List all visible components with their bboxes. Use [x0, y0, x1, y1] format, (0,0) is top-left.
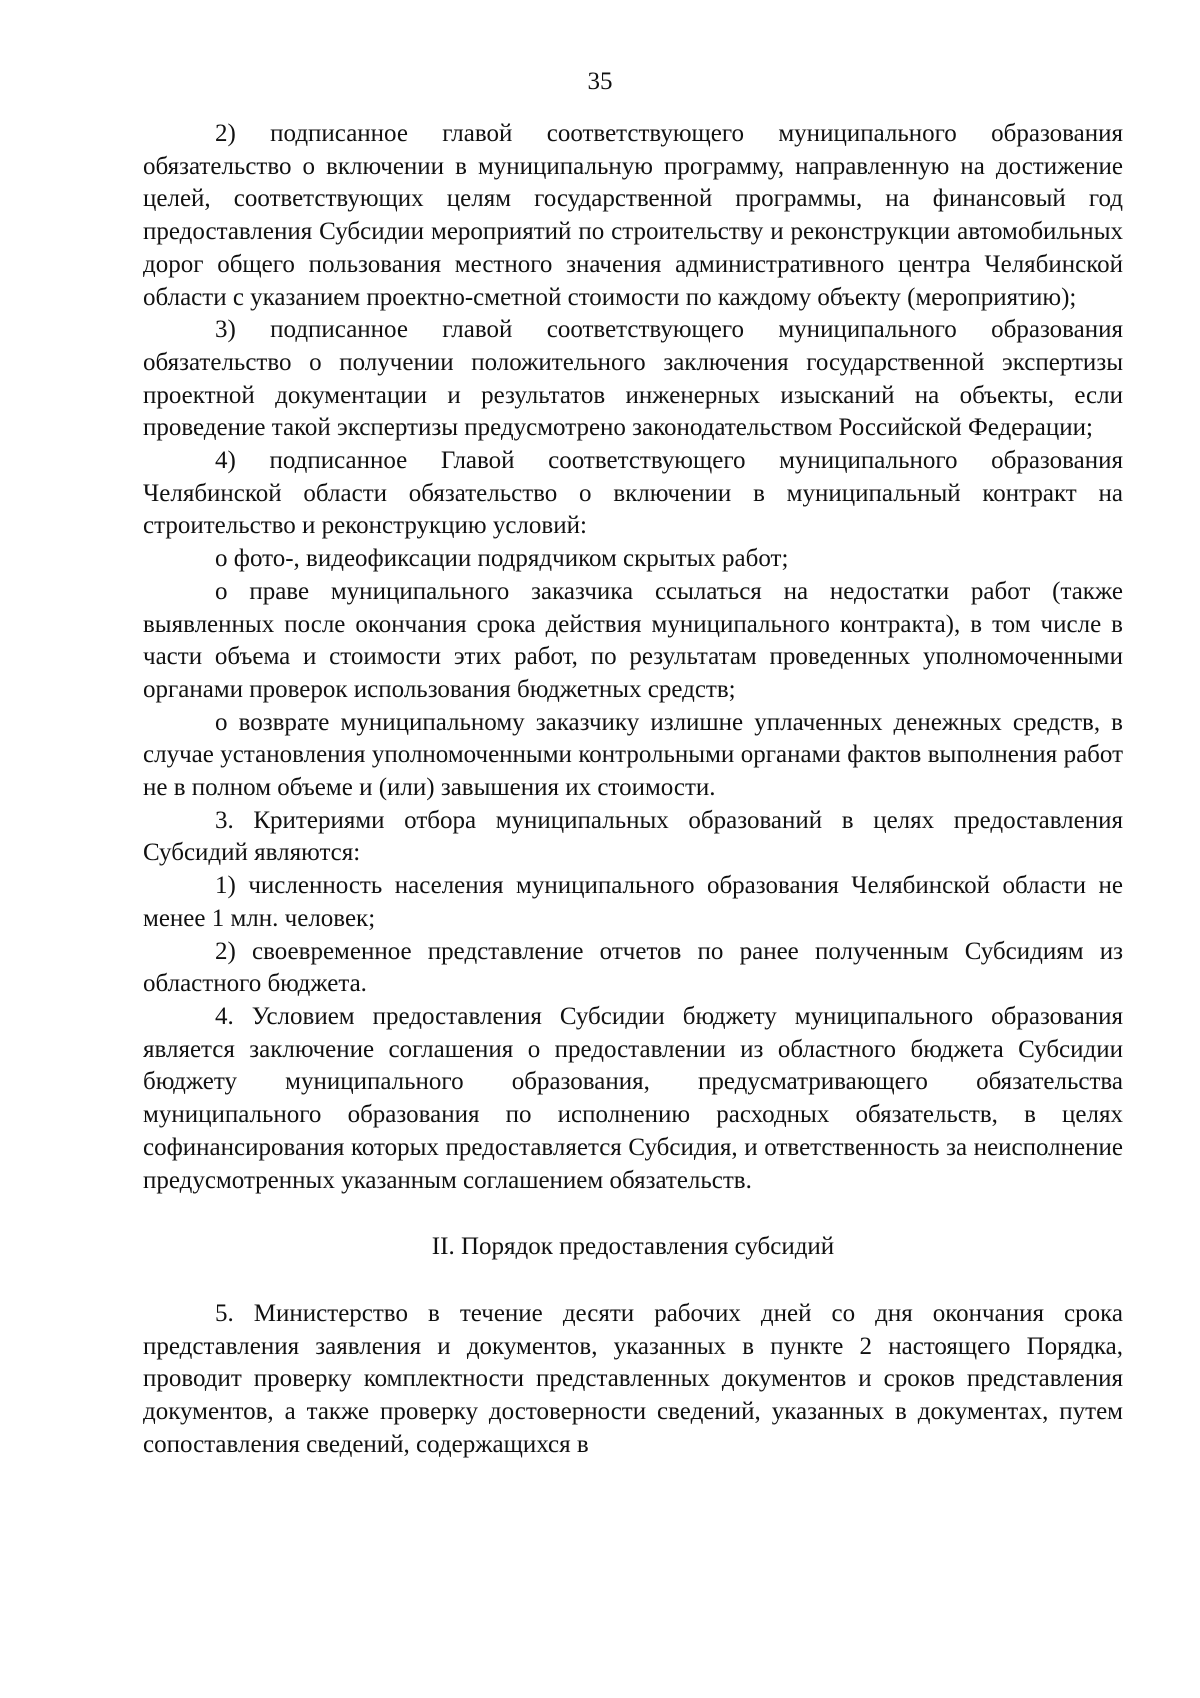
paragraph-condition-refund: о возврате муниципальному заказчику излишне уплаченных денежных средств, в случае установления уполномоченными контрольными органами фактов выполнения работ не в полном объеме и (или) завышения их стоимости. [143, 708, 1123, 802]
paragraph-item-4: 4) подписанное Главой соответствующего муниципального образования Челябинской области обязательство о включении в муниципальный контракт на строительство и реконструкцию условий: [143, 447, 1123, 540]
paragraph-item-3: 3) подписанное главой соответствующего муниципального образования обязательство о получении положительного заключения государственной экспертизы проектной документации и результатов инженерных изысканий на объекты, если проведение такой экспертизы предусмотрено законодательством Российской Федерации; [143, 316, 1123, 442]
paragraph-criterion-1: 1) численность населения муниципального образования Челябинской области не менее 1 млн. человек; [143, 872, 1123, 932]
paragraph-clause-4: 4. Условием предоставления Субсидии бюджету муниципального образования является заключение соглашения о предоставлении из областного бюджета Субсидии бюджету муниципального образования, предусматривающего обязательства муниципального образования по исполнению расходных обязательств, в целях софинансирования которых предоставляется Субсидия, и ответственность за неисполнение предусмотренных указанным соглашением обязательств. [143, 1002, 1123, 1194]
paragraph-item-2: 2) подписанное главой соответствующего муниципального образования обязательство о включении в муниципальную программу, направленную на достижение целей, соответствующих целям государственной программы, на финансовый год предоставления Субсидии мероприятий по строительству и реконструкции автомобильных дорог общего пользования местного значения административного центра Челябинской области с указанием проектно-сметной стоимости по каждому объекту (мероприятию); [143, 120, 1123, 311]
section-heading: II. Порядок предоставления субсидий [431, 1233, 835, 1261]
paragraph-criterion-2: 2) своевременное представление отчетов по ранее полученным Субсидиям из областного бюджета. [143, 937, 1123, 998]
paragraph-clause-5: 5. Министерство в течение десяти рабочих дней со дня окончания срока представления заявления и документов, указанных в пункте 2 настоящего Порядка, проводит проверку комплектности представленных документов и сроков представления документов, а также проверку достоверности сведений, указанных в документах, путем сопоставления сведений, содержащихся в [143, 1299, 1123, 1458]
document-body [143, 118, 1123, 1461]
page-number: 35 [587, 68, 613, 95]
paragraph-condition-photo: о фото-, видеофиксации подрядчиком скрытых работ; [215, 545, 789, 573]
paragraph-clause-3: 3. Критериями отбора муниципальных образований в целях предоставления Субсидий являются: [143, 806, 1123, 867]
paragraph-condition-right: о праве муниципального заказчика ссылаться на недостатки работ (также выявленных после окончания срока действия муниципального контракта), в том числе в части объема и стоимости этих работ, по результатам проведенных уполномоченными органами проверок использования бюджетных средств; [143, 577, 1123, 703]
